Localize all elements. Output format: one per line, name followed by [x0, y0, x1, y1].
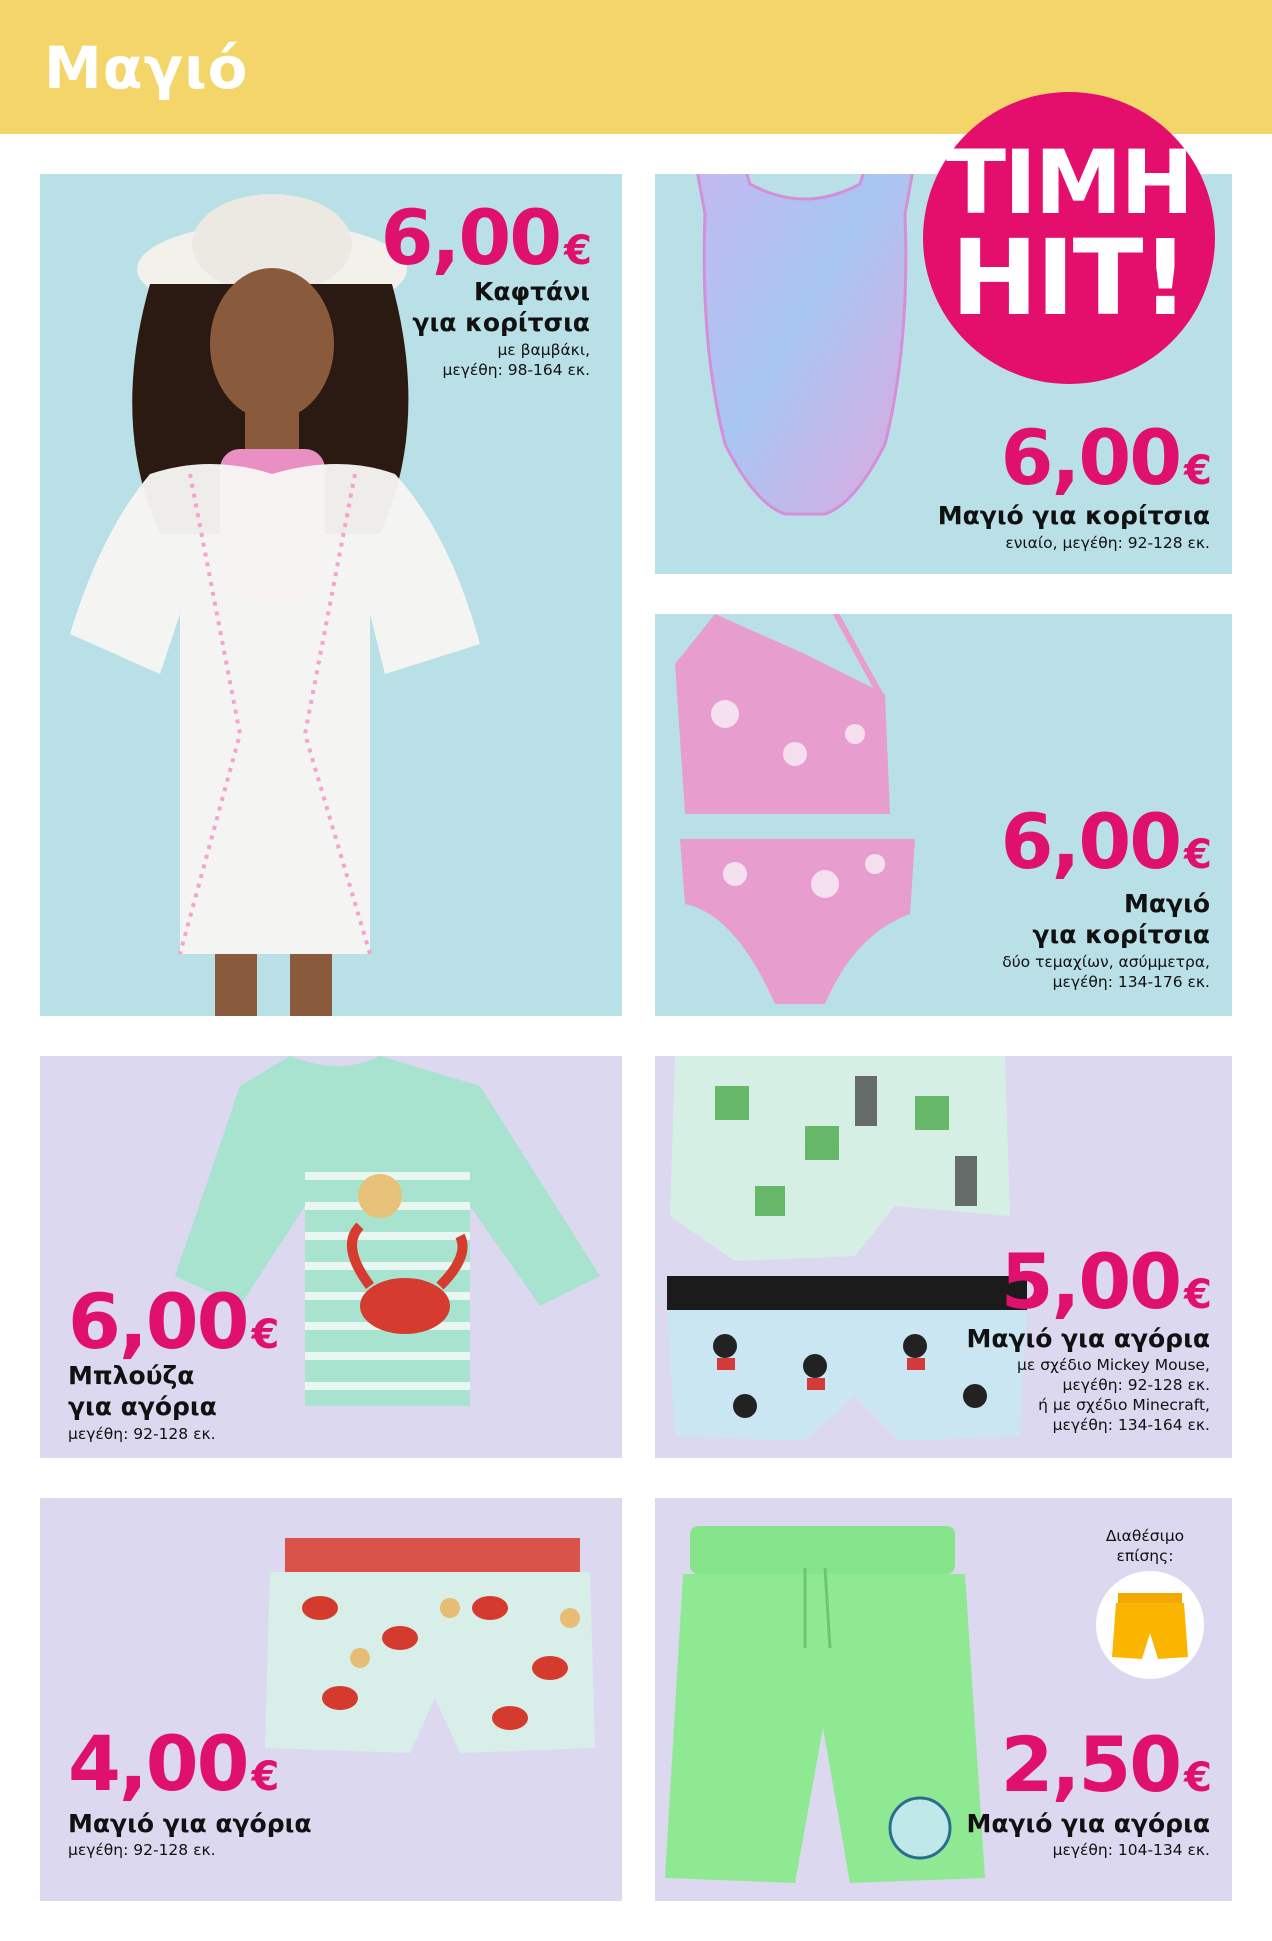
product-desc-two-piece: δύο τεμαχίων, ασύμμετρα, μεγέθη: 134-176 εκ.	[1002, 953, 1210, 991]
price-character-trunks	[900, 1237, 1210, 1326]
currency-symbol: €	[1184, 1755, 1210, 1801]
yellow-shorts-thumbnail	[1096, 1571, 1204, 1679]
price-value: 6,00	[380, 193, 561, 282]
product-desc-green-shorts: μεγέθη: 104-134 εκ.	[1052, 1841, 1210, 1859]
price-hit-badge: ΤΙΜΗ HIT!	[923, 92, 1215, 384]
product-desc-kaftan: με βαμβάκι, μεγέθη: 98-164 εκ.	[442, 341, 590, 379]
price-green-shorts	[900, 1720, 1210, 1809]
price-lobster-trunks	[68, 1719, 368, 1808]
product-name-character-trunks: Μαγιό για αγόρια	[966, 1324, 1210, 1353]
price-value: 6,00	[1000, 413, 1181, 502]
currency-symbol: €	[564, 228, 590, 274]
price-value: 5,00	[1000, 1237, 1181, 1326]
product-name-rash-guard: Μπλούζα για αγόρια	[68, 1361, 217, 1421]
price-value: 2,50	[1000, 1720, 1181, 1809]
currency-symbol: €	[251, 1312, 278, 1358]
price-value: 4,00	[68, 1719, 248, 1808]
product-desc-rash-guard: μεγέθη: 92-128 εκ.	[68, 1425, 216, 1443]
currency-symbol: €	[1184, 832, 1210, 878]
currency-symbol: €	[1184, 1272, 1210, 1318]
currency-symbol: €	[251, 1754, 278, 1800]
price-value: 6,00	[68, 1277, 248, 1366]
product-name-two-piece: Μαγιό για κορίτσια	[1032, 889, 1210, 949]
product-name-lobster-trunks: Μαγιό για αγόρια	[68, 1809, 312, 1838]
price-kaftan	[340, 193, 590, 282]
product-desc-lobster-trunks: μεγέθη: 92-128 εκ.	[68, 1841, 216, 1859]
price-value: 6,00	[1000, 797, 1181, 886]
price-mermaid-swimsuit	[900, 413, 1210, 502]
page-title: Μαγιό	[44, 34, 249, 102]
product-desc-mermaid-swimsuit: ενιαίο, μεγέθη: 92-128 εκ.	[1005, 534, 1210, 552]
price-rash-guard	[68, 1277, 368, 1366]
also-available-label: Διαθέσιμο επίσης:	[1105, 1527, 1185, 1565]
product-desc-character-trunks: με σχέδιο Mickey Mouse, μεγέθη: 92-128 εκ. ή με σχέδιο Minecraft, μεγέθη: 134-164 εκ.	[1017, 1356, 1210, 1434]
product-name-mermaid-swimsuit: Μαγιό για κορίτσια	[937, 501, 1210, 530]
product-name-green-shorts: Μαγιό για αγόρια	[966, 1809, 1210, 1838]
also-available-yellow-shorts[interactable]	[1096, 1571, 1204, 1679]
product-name-kaftan: Καφτάνι για κορίτσια	[412, 277, 590, 337]
currency-symbol: €	[1184, 448, 1210, 494]
price-two-piece	[900, 797, 1210, 886]
